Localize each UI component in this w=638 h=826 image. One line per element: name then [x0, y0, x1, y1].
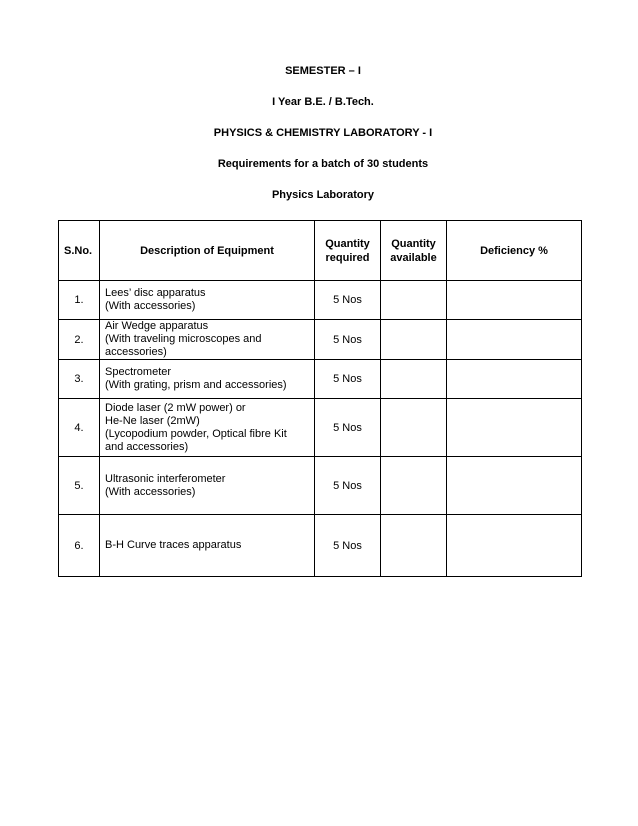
description-line: Diode laser (2 mW power) or — [105, 401, 246, 414]
table-row — [59, 360, 582, 399]
semester-title: SEMESTER – I — [285, 65, 361, 77]
row-qty-required: 5 Nos — [315, 360, 381, 399]
row-sno: 4. — [59, 399, 100, 457]
row-qty-available — [381, 281, 447, 320]
row-qty-available — [381, 320, 447, 360]
section-title: Physics Laboratory — [271, 189, 375, 201]
description-line: (With grating, prism and accessories) — [105, 379, 287, 391]
row-qty-available — [381, 515, 447, 577]
table-row — [59, 281, 582, 320]
equipment-table — [58, 220, 582, 577]
row-description — [100, 457, 315, 515]
description-line: (With accessories) — [105, 485, 196, 498]
row-qty-required: 5 Nos — [315, 515, 381, 577]
description-line: Ultrasonic interferometer — [105, 472, 226, 485]
column-header-qty-required-line2: required — [325, 251, 370, 264]
row-qty-required: 5 Nos — [315, 457, 381, 515]
description-line: He-Ne laser (2mW) — [105, 414, 200, 427]
row-deficiency — [447, 457, 582, 515]
row-sno: 1. — [59, 281, 100, 320]
row-qty-available — [381, 360, 447, 399]
column-header-qty-available-line2: available — [390, 251, 437, 264]
row-qty-available — [381, 399, 447, 457]
description-line: and accessories) — [105, 440, 189, 453]
row-qty-required: 5 Nos — [315, 399, 381, 457]
description-line: B-H Curve traces apparatus — [105, 539, 242, 551]
table-row — [59, 515, 582, 577]
table-row — [59, 457, 582, 515]
description-line: Spectrometer — [105, 366, 172, 378]
row-deficiency — [447, 281, 582, 320]
column-header-description: Description of Equipment — [100, 221, 315, 281]
description-line: Air Wedge apparatus — [105, 320, 209, 332]
description-line: (With accessories) — [105, 300, 196, 312]
row-description — [100, 515, 315, 577]
description-line: (Lycopodium powder, Optical fibre Kit — [105, 427, 287, 440]
row-qty-required: 5 Nos — [315, 320, 381, 360]
description-line: (With traveling microscopes and — [105, 333, 262, 345]
table-row — [59, 399, 582, 457]
row-sno: 5. — [59, 457, 100, 515]
column-header-sno: S.No. — [59, 221, 100, 281]
description-line: accessories) — [105, 346, 167, 358]
row-qty-required: 5 Nos — [315, 281, 381, 320]
table-header-row — [59, 221, 582, 281]
column-header-deficiency: Deficiency % — [447, 221, 582, 281]
row-deficiency — [447, 399, 582, 457]
lab-title: PHYSICS & CHEMISTRY LABORATORY - I — [213, 127, 433, 139]
year-title: I Year B.E. / B.Tech. — [272, 96, 374, 108]
table-row — [59, 320, 582, 360]
document-header — [0, 64, 638, 219]
row-sno: 3. — [59, 360, 100, 399]
row-deficiency — [447, 320, 582, 360]
row-description — [100, 360, 315, 399]
row-sno: 6. — [59, 515, 100, 577]
column-header-qty-required-line1: Quantity — [325, 237, 370, 250]
row-description — [100, 320, 315, 360]
column-header-qty-available-line1: Quantity — [391, 237, 436, 250]
column-header-qty-available — [381, 221, 447, 281]
row-deficiency — [447, 360, 582, 399]
row-description — [100, 281, 315, 320]
description-line: Lees’ disc apparatus — [105, 287, 206, 299]
requirements-title: Requirements for a batch of 30 students — [217, 158, 429, 170]
row-description — [100, 399, 315, 457]
row-qty-available — [381, 457, 447, 515]
row-deficiency — [447, 515, 582, 577]
row-sno: 2. — [59, 320, 100, 360]
column-header-qty-required — [315, 221, 381, 281]
